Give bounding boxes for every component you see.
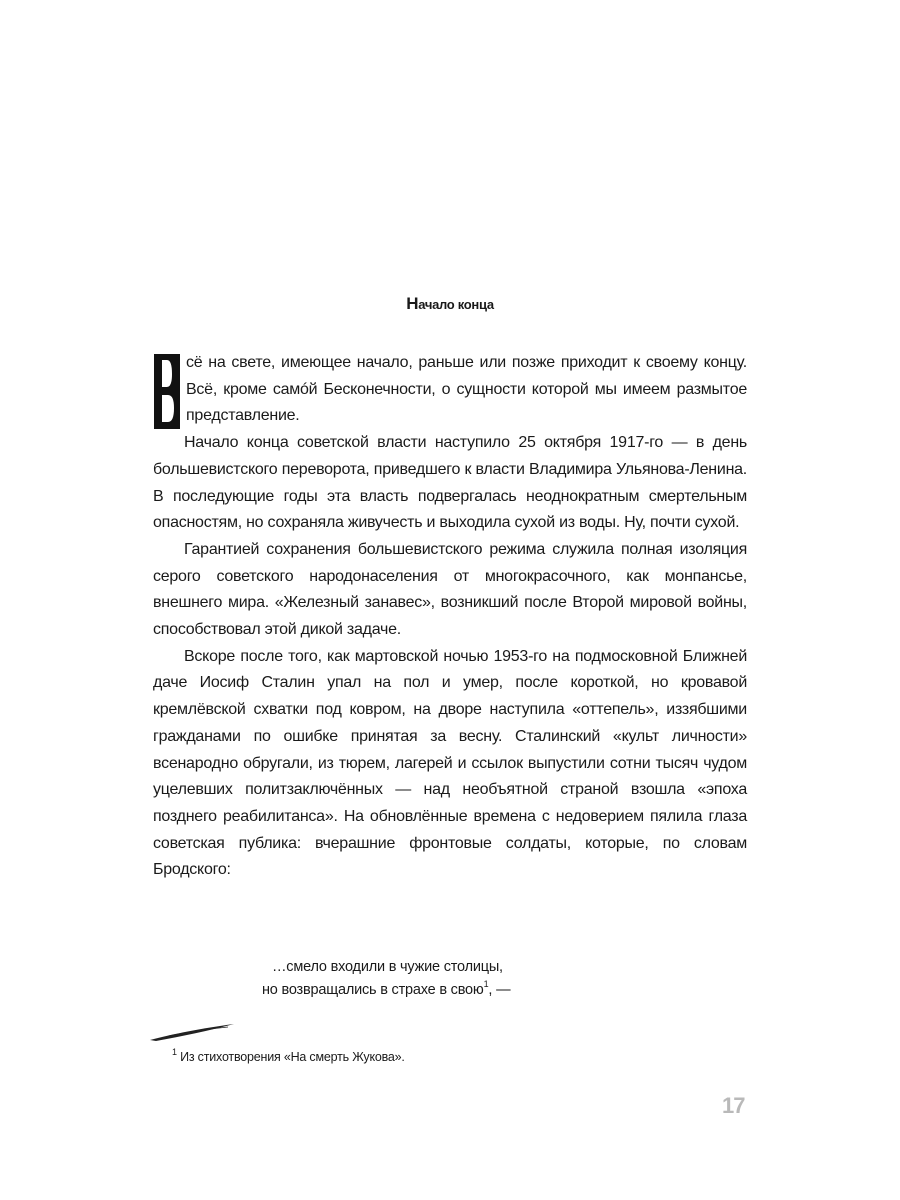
verse-line-2 xyxy=(262,979,510,1002)
paragraph-3: Гарантией сохранения большевистского режима служила полная изоляция серого советского народонаселения от многокрасочного, как монпансье, внешнего мира. «Железный занавес», возникший после Второй мировой войны, способствовал этой дикой задаче. xyxy=(153,540,747,639)
paragraph-4: Вскоре после того, как мартовской ночью 1953-го на подмосковной Ближней даче Иосиф Сталин упал на пол и умер, после короткой, но кровавой кремлёвской схватки под ковром, на дворе наступила «оттепель», иззябшими гражданами по ошибке принятая за весну. Сталинский «культ личности» всенародно обругали, из тюрем, лагерей и ссылок выпустили сотни тысяч чудом уцелевших политзаключённых — над необъятной страной взошла «эпоха позднего реабилитанса». На обновлённые времена с недоверием пялила глаза советская публика: вчерашние фронтовые солдаты, которые, по словам Бродского: xyxy=(153,647,747,879)
verse-quote xyxy=(262,956,510,1002)
drop-cap xyxy=(153,354,180,429)
verse-line-1: …смело входили в чужие столицы, xyxy=(272,959,503,975)
paragraph-1 xyxy=(153,350,747,430)
footnote-reference[interactable]: 1 xyxy=(483,979,489,990)
verse-line-2-tail: , — xyxy=(488,982,511,998)
chapter-title xyxy=(0,294,900,314)
chapter-title-initial: Н xyxy=(406,294,419,313)
footnote-text: Из стихотворения «На смерть Жукова». xyxy=(176,1050,405,1064)
paragraph-2: Начало конца советской власти наступило 25 октября 1917-го — в день большевистского переворота, приведшего к власти Владимира Ульянова-Ленина. В последующие годы эта власть подвергалась неоднократным смертельным опасностям, но сохраняла живучесть и выходила сухой из воды. Ну, почти сухой. xyxy=(153,434,747,532)
footnote-mark: 1 xyxy=(172,1046,177,1057)
verse-line-2-text: но возвращались в страхе в свою xyxy=(262,982,484,998)
footnote-separator-ornament xyxy=(148,1022,238,1044)
body-text xyxy=(153,350,747,884)
page-number: 17 xyxy=(722,1093,745,1118)
drop-cap-glyph xyxy=(153,354,180,429)
paragraph-1-text: сё на свете, имеющее начало, раньше или позже приходит к своему концу. Всё, кроме самóй Бесконечности, о сущности которой мы имеем размытое представление. xyxy=(186,354,747,425)
chapter-title-rest: ачало конца xyxy=(418,297,494,312)
footnote xyxy=(172,1046,405,1064)
